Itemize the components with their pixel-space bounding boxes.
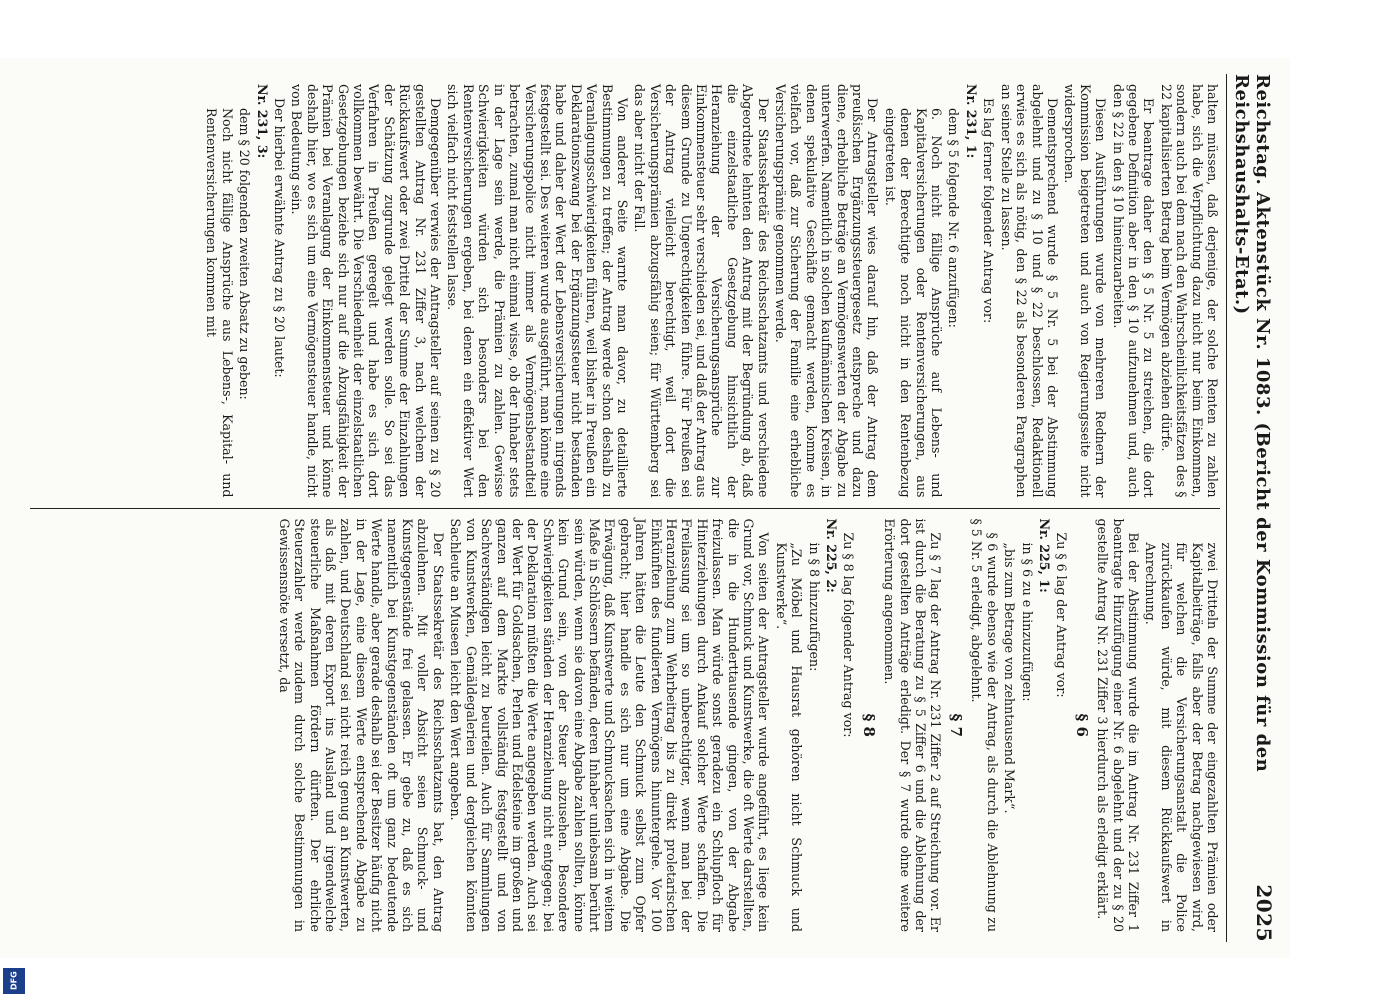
paragraph: halten müssen, daß derjenige, der solche Renten zu zahlen habe, sich die Verpflichtung dazu nicht nur beim Einkommen, sondern auch bei dem nach den Wahrscheinlichkeitsfätzen des § 22 kapitalisierten Betrag beim Vermögen abziehen dürfe. [1158,84,1220,498]
paragraph: Bei der Abstimmung wurde die im Antrag Nr. 231 Ziffer 1 beantragte Hinzufügung einer Nr. 6 abgelehnt und der zu § 20 gestellte Antrag Nr. 231 Ziffer 3 hierdurch als erledigt erklärt. [1095,518,1141,932]
paragraph: Von anderer Seite warnte man davor, zu detaillierte Bestimmungen zu treffen; der Antrag werde schon deshalb zu Veranlagungsschwierigkeiten führen, weil bisher in Preußen ein Deklarationszwang bei der Ergänzungssteuer nicht bestanden habe und daher der Wert der Lebensversicherungen nirgends festgestellt sei. Des weiteren wurde ausgeführt, man könne eine Versicherungspolice nicht immer als Vermögensbestandteil betrachten, zumal man nicht einmal wisse, ob der Inhaber stets in der Lage sein werde, die Prämien zu zahlen. Gewisse Schwierigkeiten würden sich besonders bei den Rentenversicherungen ergeben, bei denen ein effektiver Wert sich vielfach nicht feststellen lasse. [445,84,630,498]
paragraph: Der Staatssekretär des Reichsschatzamts und verschiedene Abgeordnete lehnten den Antrag mit der Begründung ab, daß die einzelstaatliche Gesetzgebung hinsichtlich der Heranziehung der Versicherungsansprüche zur Einkommensteuer sehr verschieden sei, und daß der Antrag aus diesem Grunde zu Ungerechtigkeiten führe. Für Preußen sei der Antrag vielleicht berechtigt, weil dort die Versicherungsprämien abzugsfähig seien; für Württemberg sei das aber nicht der Fall. [632,84,771,498]
section-heading-6: § 6 [1072,713,1091,737]
section-heading-8: § 8 [859,713,878,737]
section-heading-7: § 7 [946,713,965,737]
document-page [0,58,1290,958]
page-header [1226,74,1276,942]
paragraph: Zu § 8 lag folgender Antrag vor: [841,532,857,738]
motion-reference: Nr. 225, 1: [1036,518,1052,593]
quoted-amendment: Noch nicht fällige Ansprüche aus Lebens-, Kapital- und Rentenversicherungen kommen mit [204,108,235,498]
quoted-amendment-continued: zwei Dritteln der Summe der eingezahlten Prämien oder Kapitalbeiträge, falls aber der Betrag nachgewiesen wird, für welchen die Versicherungsanstalt die Police zurückkaufen würde, mit diesem Rückkaufswert in Anrechnung. [1143,542,1220,932]
motion-reference: Nr. 231, 3: [254,84,270,159]
paragraph: Diesen Ausführungen wurde von mehreren Rednern der Kommission beigetreten und auch von Regierungsseite nicht widersprochen. [1062,84,1109,498]
running-title: Reichstag. Aktenstück Nr. 1083. (Bericht der Kommission für den Reichshaushalts-Etat.) [1231,74,1273,773]
left-column [30,74,1220,508]
paragraph: Dementsprechend wurde § 5 Nr. 5 bei der Abstimmung abgelehnt und zu § 10 und § 22 beschlossen, Redaktionell erwies es sich als nötig, den § 22 als besonderen Paragraphen an seiner Stelle zu lassen. [998,84,1060,498]
right-column [30,508,1220,943]
paragraph: Zu § 7 lag der Antrag Nr. 231 Ziffer 2 auf Streichung vor. Er ist durch die Beratung zu § 5 Ziffer 6 und die Ablehnung der dort gestellten Anträge erledigt. Der § 7 wurde ohne weitere Erörterung angenommen. [882,518,944,932]
paragraph: Er beantrage daher den § 5 Nr. 5 zu streichen, die dort gegebene Definition aber in den § 10 aufzunehmen und, auch den § 22 in den § 10 hineinzuarbeiten. [1110,84,1157,498]
quoted-amendment: 6. Noch nicht fällige Ansprüche auf Lebens- und Kapitalversicherungen oder Rentenversicherungen, aus denen der Berechtigte noch nicht in den Rentenbezug eingetreten ist. [882,108,945,498]
paragraph: dem § 5 folgende Nr. 6 anzufügen: [946,108,962,328]
paragraph: Demgegenüber verwies der Antragsteller auf seinen zu § 20 gestellten Antrag Nr. 231 Ziffer 3, nach welchem der Rückkaufswert oder zwei Drittel der Summe der Einzahlungen der Schätzung zugrunde gelegt werden solle. So sei das Verfahren in Preußen geregelt und habe es sich dort vollkommen bewährt. Die Verschiedenheit der einzelstaatlichen Gesetzgebungen beziehe sich nur auf die Abzugsfähigkeit der Prämien bei Veranlagung der Einkommensteuer und könne deshalb hier, wo es sich um eine Vermögensteuer handle, nicht von Bedeutung sein. [289,84,444,498]
paragraph: Von seiten der Antragsteller wurde angeführt, es liege kein Grund vor, Schmuck und Kunstwerke, die oft Werte darstellten, die in die Hunderttausende gingen, von der Abgabe freizulassen. Man würde sonst geradezu ein Schlupfloch für Hinterziehungen durch Ankauf solcher Werte schaffen. Die Freilassung sei um so unberechtigter, wenn man bei der Heranziehung zum Wehrbeitrag bis zu direkt proletarischen Einkünften des fundierten Vermögens hinuntergehe. Vor 100 Jahren hätten die Leute den Schmuck selbst zum Opfer gebracht; hier handle es sich nur um eine Abgabe. Die Erwägung, daß Kunstwerte und Schmucksachen sich in weitem Maße in Schlössern befänden, deren Inhaber unliebsam berührt sein würden, wenn sie davon eine Abgabe zahlen sollten, könne kein Grund sein, von der Steuer abzusehen. Besondere Schwierigkeiten ständen der Heranziehung nicht entgegen; bei der Deklaration müßten die Werte angegeben werden. Auch sei der Wert für Goldsachen, Perlen und Edelsteine im großen und ganzen auf dem Markte vollständig festgestellt und von Sachverständigen leicht zu beurteilen. Auch für Sammlungen von Kunstwerken, Gemäldegalerien und dergleichen könnten Sachleute an Museen leicht den Wert angeben. [448,518,772,932]
page-number: 2025 [1252,884,1276,942]
paragraph: Der Staatssekretär des Reichsschatzamts bat, den Antrag abzulehnen. Mit voller Absicht seien Schmuck- und Kunstgegenstände frei gelassen. Er gebe zu, daß es sich namentlich bei Kunstgegenständen oft um ganz bedeutende Werte handle, aber gerade deshalb sei der Besitzer häufig nicht in der Lage, eine diesem Werte entsprechende Abgabe zu zahlen, und Deutschland sei nicht reich genug an Kunstwerten, als daß mit deren Export ins Ausland und irgendwelche steuerliche Maßnahmen fördern dürften. Der ehrliche Steuerzahler werde zudem durch solche Bestimmungen in Gewissensnöte versetzt, da [276,518,446,932]
paragraph: § 6 wurde ebenso wie der Antrag, als durch die Ablehnung zu § 5 Nr. 5 erledigt, abgelehnt. [969,518,1000,932]
paragraph: Zu § 6 lag der Antrag vor: [1054,532,1070,698]
motion-reference: Nr. 231, 1: [963,84,979,159]
motion-reference: Nr. 225, 2: [824,518,840,593]
quoted-amendment: „bis zum Betrage von zehntausend Mark“. [1002,542,1018,814]
quoted-amendment: „Zu Möbel und Hausrat gehören nicht Schmuck und Kunstwerke“. [773,542,805,932]
paragraph: in § 6 zu e hinzuzufügen: [1019,542,1035,702]
text-columns [30,74,1220,942]
paragraph: in § 8 hinzuzufügen: [806,542,822,672]
paragraph: Der Antragsteller wies darauf hin, daß der Antrag dem preußischen Ergänzungssteuergesetz entspreche und dazu diene, erhebliche Beträge an Vermögenswerten der Abgabe zu unterwerfen. Namentlich in solchen kaufmännischen Kreisen, in denen spekulative Geschäfte gemacht werden, komme es vielfach vor, daß zur Sicherung der Familie eine erhebliche Versicherungsprämie genommen werde. [773,84,881,498]
paragraph: Der hierbei erwähnte Antrag zu § 20 lautet: [272,98,288,378]
paragraph: dem § 20 folgenden zweiten Absatz zu geben: [237,108,253,400]
paragraph: Es lag ferner folgender Antrag vor: [981,98,997,324]
dfg-logo: DFG [3,968,25,994]
